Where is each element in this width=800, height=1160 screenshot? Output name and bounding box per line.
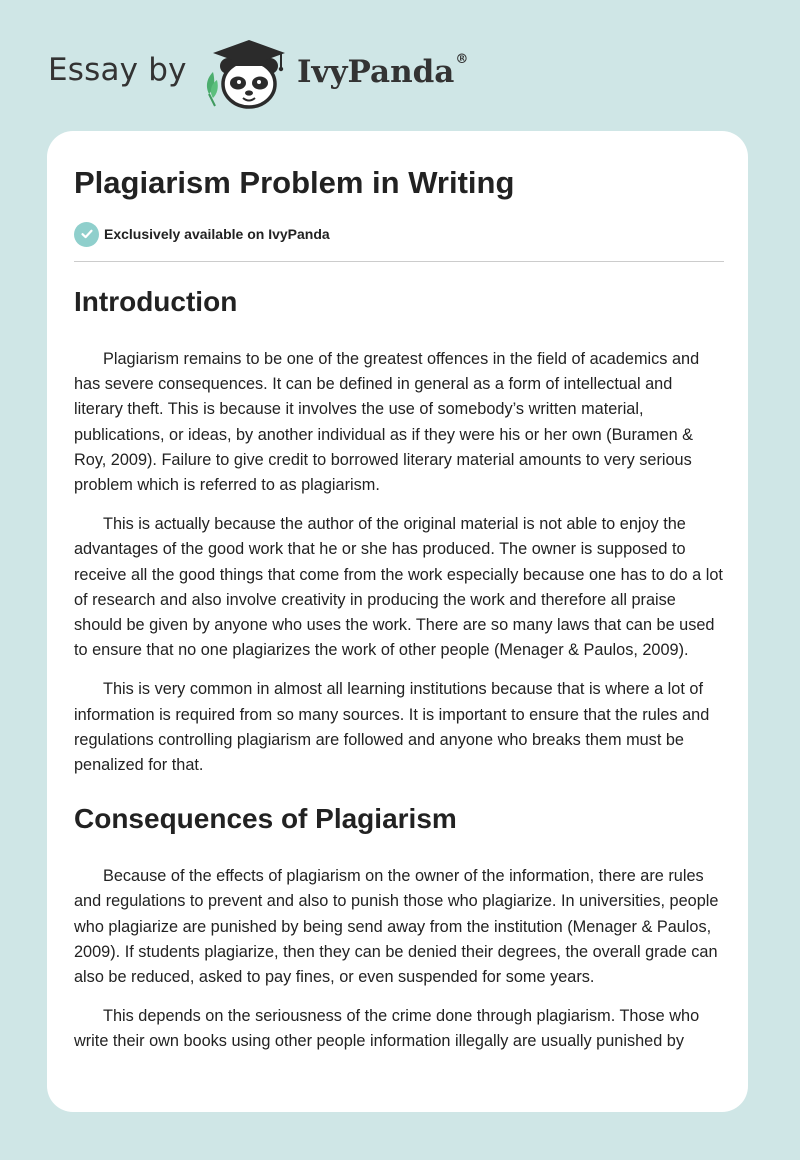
section-heading: Introduction <box>74 286 238 317</box>
paragraph: This depends on the seriousness of the crime done through plagiarism. Those who write their own books using other people information illegally are usually punished by <box>74 1007 700 1051</box>
registered-mark: ® <box>455 51 469 67</box>
exclusive-badge <box>74 222 330 246</box>
paragraph: This is actually because the author of the original material is not able to enjoy the advantages of the good work that he or she has produced. The owner is supposed to receive all the good things that come from the work especially because one has to do a lot of research and also involve creativity in producing the work and therefore all praise should be given by anyone who uses the work. There are so many laws that can be used to ensure that no one plagiarizes the work of other people (Menager & Paulos, 2009). <box>74 515 723 660</box>
title-divider <box>74 261 724 262</box>
essay-by-label: Essay by <box>48 52 187 88</box>
panda-graduate-logo-icon[interactable] <box>201 36 293 110</box>
brand-name[interactable] <box>297 51 469 90</box>
exclusive-label: Exclusively available on IvyPanda <box>104 226 330 242</box>
paragraph: Plagiarism remains to be one of the greatest offences in the field of academics and has severe consequences. It can be defined in general as a form of intellectual and literary theft. This is because it involves the use of somebody’s written material, publications, or ideas, by another individual as if they were his or her own (Buramen & Roy, 2009). Failure to give credit to borrowed literary material amounts to very serious problem which is referred to as plagiarism. <box>74 350 700 495</box>
section-consequences <box>74 798 724 1054</box>
paragraph: This is very common in almost all learning institutions because that is where a lot of information is required from so many sources. It is important to ensure that the rules and regulations controlling plagiarism are followed and anyone who breaks them must be penalized for that. <box>74 680 710 775</box>
check-circle-icon <box>74 222 99 247</box>
section-heading: Consequences of Plagiarism <box>74 803 457 835</box>
paragraph: Because of the effects of plagiarism on the owner of the information, there are rules and regulations to prevent and also to punish those who plagiarize. In universities, people who plagiarize are punished by being send away from the institution (Menager & Paulos, 2009). If students plagiarize, then they can be denied their degrees, the overall grade can also be reduced, asked to pay fines, or even suspended for some years. <box>74 867 719 987</box>
section-introduction <box>74 281 724 778</box>
essay-card <box>47 131 748 1112</box>
site-header <box>0 0 800 130</box>
page-title: Plagiarism Problem in Writing <box>74 165 515 200</box>
essay-article <box>74 281 724 1069</box>
brand-name-text: IvyPanda <box>297 54 455 90</box>
